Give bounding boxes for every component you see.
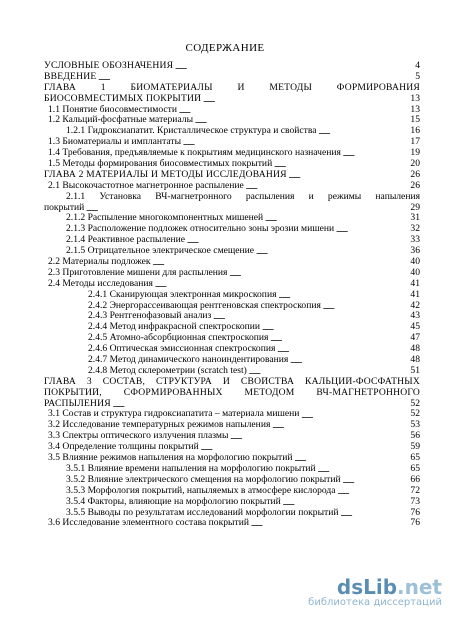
toc-entry	[44, 235, 420, 246]
toc-entry	[44, 257, 420, 268]
dot-leader	[187, 235, 404, 246]
toc-entry-title: 3.3 Спектры оптического излучения плазмы	[48, 431, 229, 442]
dot-leader	[318, 464, 404, 475]
toc-entry	[44, 301, 420, 312]
toc-page-number: 48	[410, 354, 420, 366]
dot-leader	[323, 301, 404, 312]
toc-page-number: 53	[410, 419, 420, 431]
toc-page-number: 26	[410, 168, 420, 180]
dot-leader	[338, 486, 404, 497]
toc-page-number: 65	[410, 462, 420, 474]
toc-entry-title: 3.4 Определение толщины покрытий	[48, 442, 199, 453]
toc-entry-title: 2.4.5 Атомно-абсорбционная спектроскопия	[88, 333, 269, 344]
dot-leader	[183, 137, 404, 148]
toc-entry-title: 2.2 Материалы подложек	[48, 257, 151, 268]
dot-leader	[251, 518, 404, 529]
dot-leader	[179, 105, 404, 116]
dot-leader	[229, 268, 404, 279]
toc-entry-title: 3.5 Влияние режимов напыления на морфологию покрытий	[48, 453, 293, 464]
toc-page-number: 66	[410, 473, 420, 485]
toc-entry	[44, 224, 420, 235]
dot-leader	[301, 410, 404, 421]
toc-entry	[44, 399, 420, 410]
toc-page-number: 31	[410, 212, 420, 224]
dot-leader	[256, 246, 404, 257]
table-of-contents	[44, 61, 420, 529]
toc-entry	[44, 159, 420, 170]
toc-entry-title: ГЛАВА 3 СОСТАВ, СТРУКТУРА И СВОЙСТВА КАЛЬЦИЙ-ФОСФАТНЫХ	[44, 376, 420, 387]
toc-entry-title: ГЛАВА 1 БИОМАТЕРИАЛЫ И МЕТОДЫ ФОРМИРОВАНИЯ	[44, 82, 420, 93]
toc-page-number: 51	[410, 364, 420, 376]
dot-leader	[230, 431, 404, 442]
toc-entry-title: 2.1.3 Расположение подложек относительно зоны эрозии мишени	[66, 224, 335, 235]
dot-leader	[86, 203, 404, 214]
toc-page-number: 48	[410, 343, 420, 355]
toc-page-number: 41	[410, 288, 420, 300]
toc-entry-title: 3.5.1 Влияние времени напыления на морфологию покрытий	[66, 463, 316, 474]
toc-entry	[44, 420, 420, 431]
toc-entry	[44, 268, 420, 279]
dot-leader	[153, 257, 404, 268]
dot-leader	[262, 322, 404, 333]
toc-entry	[44, 170, 420, 181]
toc-entry-title: 3.5.2 Влияние электрического смещения на морфологию покрытий	[66, 474, 341, 485]
dot-leader	[201, 442, 404, 453]
toc-page-number: 43	[410, 310, 420, 322]
toc-page-number: 15	[410, 114, 420, 126]
toc-entry	[44, 442, 420, 453]
toc-entry	[44, 94, 420, 105]
toc-page-number: 76	[410, 517, 420, 529]
toc-page-number: 52	[410, 397, 420, 409]
toc-entry	[44, 377, 420, 388]
toc-page-number: 36	[410, 245, 420, 257]
toc-entry	[44, 486, 420, 497]
toc-entry	[44, 72, 420, 83]
toc-entry-title: 2.4.3 Рентгенофазовый анализ	[88, 311, 212, 322]
toc-entry	[44, 508, 420, 519]
dot-leader	[279, 290, 405, 301]
dot-leader	[341, 508, 404, 519]
toc-page-number: 72	[410, 484, 420, 496]
dot-leader	[277, 344, 404, 355]
toc-entry-title: 3.5.5 Выводы по результатам исследований морфологии покрытий	[66, 507, 339, 518]
toc-page-number: 26	[410, 179, 420, 191]
toc-page-number: 45	[410, 321, 420, 333]
toc-page-number: 40	[410, 266, 420, 278]
toc-entry-title: 1.2 Кальций-фосфатные материалы	[48, 115, 194, 126]
toc-entry-title: 1.2.1 Гидроксиапатит. Кристаллическое структура и свойства	[66, 126, 317, 137]
dot-leader	[265, 213, 404, 224]
toc-entry	[44, 192, 420, 203]
toc-entry-title: 3.1 Состав и структура гидроксиапатита – материала мишени	[48, 409, 300, 420]
dot-leader	[270, 333, 404, 344]
toc-entry-title: РАСПЫЛЕНИЯ	[44, 398, 111, 409]
toc-entry-title: покрытий	[44, 202, 85, 213]
toc-entry	[44, 83, 420, 94]
toc-entry-title: БИОСОВМЕСТИМЫХ ПОКРЫТИЙ	[44, 93, 202, 104]
dot-leader	[213, 311, 404, 322]
toc-entry-title: 2.1.1 Установка ВЧ-магнетронного распыления и режимы напыления	[66, 191, 420, 202]
toc-entry-title: 1.3 Биоматериалы и имплантаты	[48, 137, 182, 148]
watermark	[308, 575, 442, 608]
toc-entry-title: ПОКРЫТИЙ, СФОРМИРОВАННЫХ МЕТОДОМ ВЧ-МАГНЕТРОННОГО	[44, 387, 420, 398]
toc-page-number: 41	[410, 277, 420, 289]
toc-page-number: 5	[415, 70, 420, 82]
toc-entry	[44, 290, 420, 301]
toc-entry-title: 2.4.1 Сканирующая электронная микроскопия	[88, 289, 277, 300]
toc-entry	[44, 126, 420, 137]
watermark-logo: dsLib.net	[336, 575, 442, 599]
dot-leader	[249, 366, 404, 377]
dot-leader	[272, 420, 404, 431]
dot-leader	[343, 475, 404, 486]
toc-entry-title: 3.5.4 Факторы, влияющие на морфологию покрытий	[66, 496, 281, 507]
toc-entry	[44, 453, 420, 464]
toc-page-number: 47	[410, 332, 420, 344]
toc-entry-title: ГЛАВА 2 МАТЕРИАЛЫ И МЕТОДЫ ИССЛЕДОВАНИЯ	[44, 169, 287, 180]
toc-entry-title: 2.4 Методы исследования	[48, 278, 153, 289]
toc-entry-title: 2.3 Приготовление мишени для распыления	[48, 267, 228, 278]
toc-entry-title: ВВЕДЕНИЕ	[44, 71, 97, 82]
toc-entry-title: 2.4.7 Метод динамического наноиндентирования	[88, 355, 289, 366]
toc-page-number: 40	[410, 256, 420, 268]
dot-leader	[98, 72, 404, 83]
toc-page-number: 20	[410, 158, 420, 169]
toc-entry-title: 1.4 Требования, предъявляемые к покрытиям медицинского назначения	[48, 148, 341, 159]
dot-leader	[336, 224, 404, 235]
toc-page-number: 13	[410, 92, 420, 104]
toc-page-number: 56	[410, 430, 420, 442]
toc-entry-title: 3.6 Исследование элементного состава покрытий	[48, 518, 249, 529]
toc-page-number: 32	[410, 223, 420, 235]
toc-entry	[44, 410, 420, 421]
dot-leader	[175, 61, 404, 72]
toc-entry-title: 2.4.2 Энергорассеивающая рентгеновская спектроскопия	[88, 300, 321, 311]
toc-entry-title: 2.4.4 Метод инфракрасной спектроскопии	[88, 322, 261, 333]
toc-entry	[44, 246, 420, 257]
toc-entry-title: 2.1 Высокочастотное магнетронное распыление	[48, 180, 244, 191]
toc-entry-title: 2.1.4 Реактивное распыление	[66, 235, 185, 246]
toc-entry	[44, 213, 420, 224]
toc-page-number: 19	[410, 147, 420, 159]
toc-page-number: 29	[410, 201, 420, 213]
dot-leader	[195, 115, 404, 126]
dot-leader	[319, 126, 404, 137]
toc-entry	[44, 203, 420, 214]
dot-leader	[283, 497, 404, 508]
toc-entry	[44, 333, 420, 344]
dot-leader	[246, 181, 404, 192]
toc-entry-title: 2.1.5 Отрицательное электрическое смещение	[66, 246, 255, 257]
dot-leader	[295, 453, 405, 464]
toc-entry-title: 2.4.8 Метод склерометрии (scratch test)	[88, 365, 247, 376]
toc-page-number: 42	[410, 299, 420, 311]
toc-entry	[44, 322, 420, 333]
dot-leader	[343, 148, 404, 159]
toc-entry	[44, 388, 420, 399]
toc-entry	[44, 137, 420, 148]
toc-entry	[44, 464, 420, 475]
toc-page-number: 16	[410, 125, 420, 137]
toc-entry-title: 1.1 Понятие биосовместимости	[48, 104, 177, 115]
dot-leader	[155, 279, 404, 290]
dot-leader	[290, 355, 404, 366]
toc-page-number: 52	[410, 408, 420, 420]
toc-entry	[44, 366, 420, 377]
page-title: СОДЕРЖАНИЕ	[185, 42, 265, 54]
toc-page-number: 59	[410, 441, 420, 453]
toc-entry	[44, 518, 420, 529]
toc-entry	[44, 148, 420, 159]
toc-entry	[44, 355, 420, 366]
dot-leader	[203, 94, 404, 105]
watermark-subtitle: библиотека диссертаций	[308, 597, 442, 608]
toc-page-number: 65	[410, 452, 420, 464]
toc-page-number: 13	[410, 103, 420, 115]
toc-entry	[44, 181, 420, 192]
toc-entry-title: 2.1.2 Распыление многокомпонентных мишеней	[66, 213, 264, 224]
toc-entry	[44, 279, 420, 290]
dot-leader	[289, 170, 404, 181]
toc-entry	[44, 497, 420, 508]
toc-entry	[44, 475, 420, 486]
toc-entry-title: 2.4.6 Оптическая эмиссионная спектроскопия	[88, 344, 276, 355]
toc-entry	[44, 344, 420, 355]
toc-page-number: 4	[415, 59, 420, 71]
toc-entry-title: 3.2 Исследование температурных режимов напыления	[48, 420, 271, 431]
toc-page-number: 17	[410, 136, 420, 148]
toc-page-number: 76	[410, 506, 420, 518]
toc-entry	[44, 61, 420, 72]
toc-entry-title: УСЛОВНЫЕ ОБОЗНАЧЕНИЯ	[44, 60, 174, 71]
toc-entry	[44, 431, 420, 442]
toc-entry	[44, 115, 420, 126]
toc-page-number: 33	[410, 234, 420, 246]
toc-entry	[44, 311, 420, 322]
toc-entry	[44, 105, 420, 116]
dot-leader	[274, 159, 404, 170]
toc-entry-title: 1.5 Методы формирования биосовместимых покрытий	[48, 159, 273, 169]
toc-entry-title: 3.5.3 Морфология покрытий, напыляемых в атмосфере кислорода	[66, 485, 336, 496]
toc-page-number: 73	[410, 495, 420, 507]
dot-leader	[113, 399, 404, 410]
